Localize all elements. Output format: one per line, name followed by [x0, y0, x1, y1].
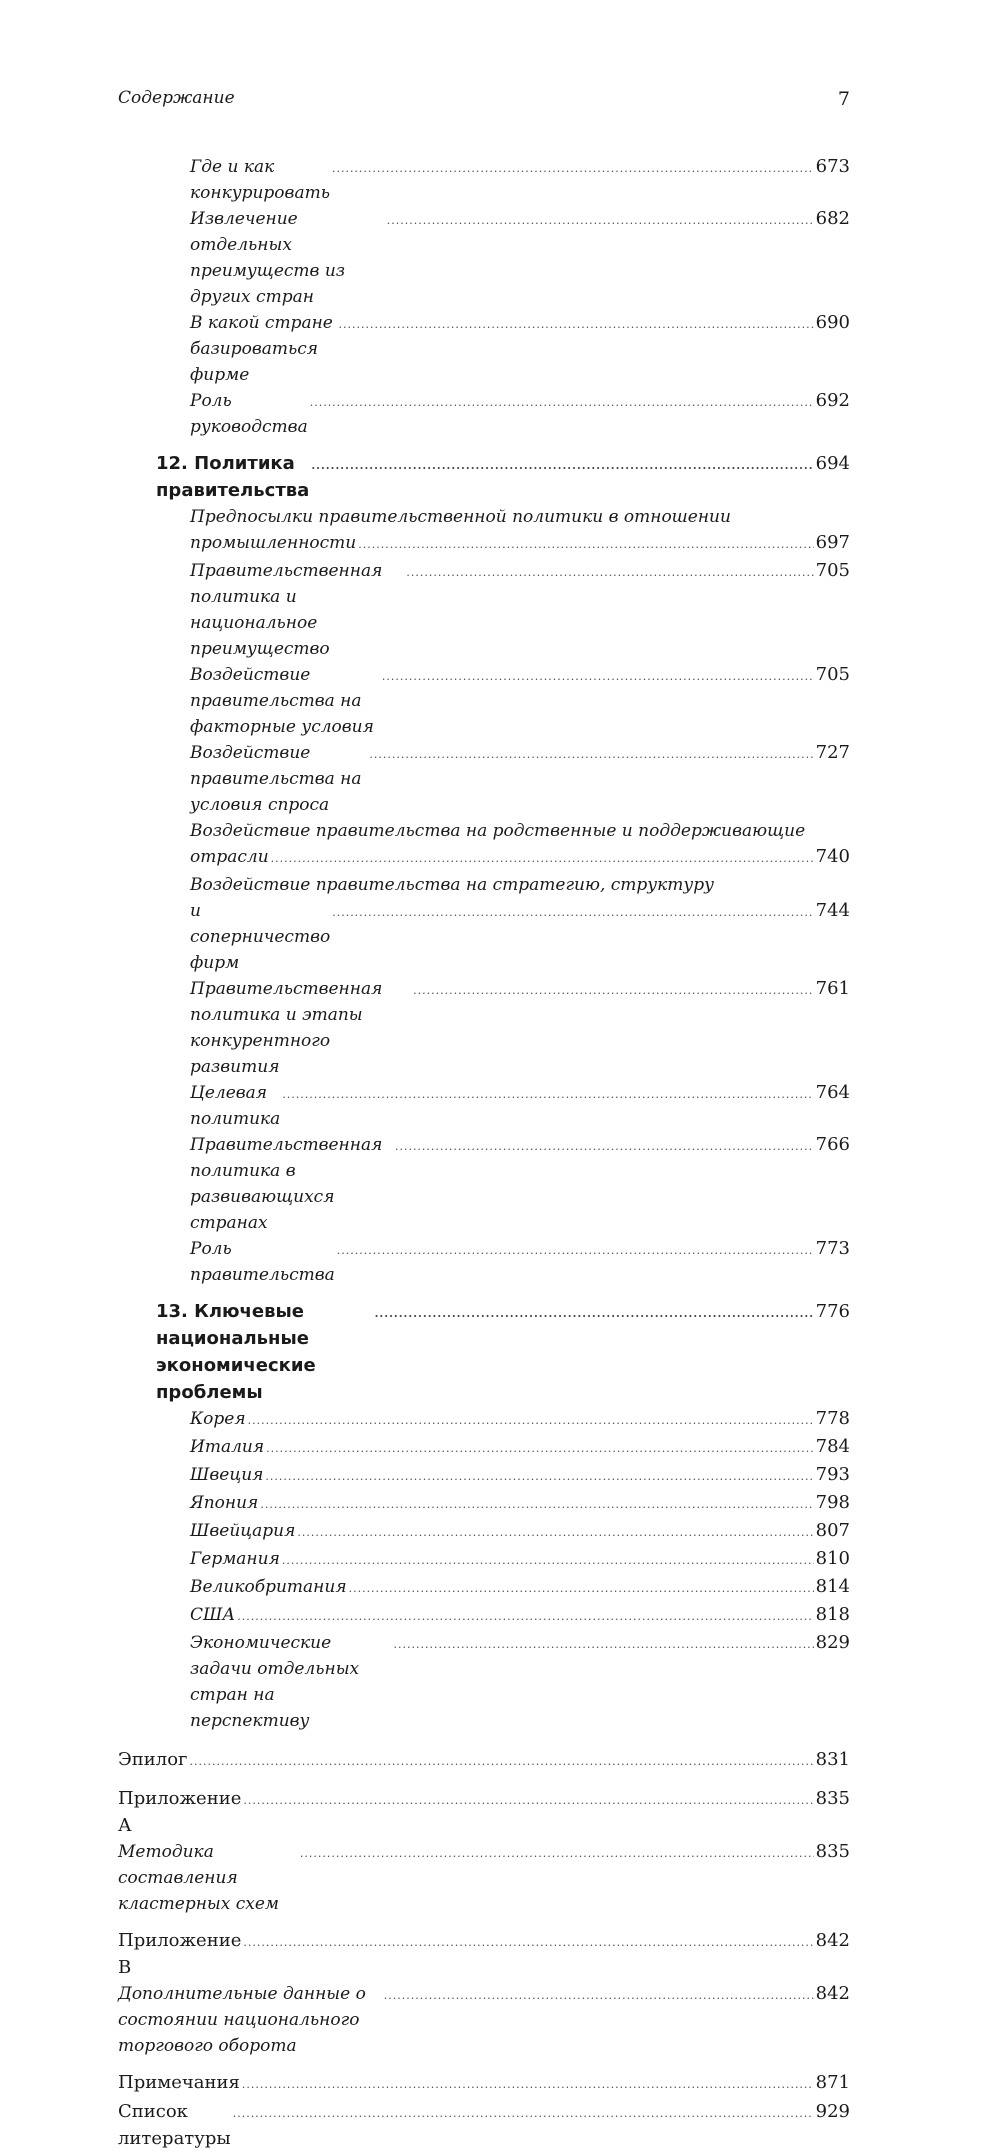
running-head [118, 88, 850, 112]
chapter-heading[interactable]: 13. Ключевые национальные экономические проблемы ..... 776 [118, 1298, 850, 1406]
dot-leader [384, 1983, 814, 2009]
dot-leader [349, 1576, 814, 1602]
toc-entry[interactable]: Экономические задачи отдельных стран на перспективу ..... 829 [118, 1630, 850, 1734]
toc-entry[interactable]: США ..... 818 [118, 1602, 850, 1630]
dot-leader [242, 2071, 814, 2098]
toc-entry[interactable]: Швейцария ..... 807 [118, 1518, 850, 1546]
dot-leader [337, 1238, 814, 1264]
dot-leader [413, 978, 814, 1004]
toc-entry[interactable]: Воздействие правительства на условия спроса ..... 727 [118, 740, 850, 818]
dot-leader [310, 390, 814, 416]
dot-leader [189, 1748, 813, 1775]
dot-leader [387, 208, 814, 234]
dot-leader [297, 1520, 813, 1546]
toc-entry[interactable]: Где и как конкурировать ..... 673 [118, 154, 850, 206]
toc-entry[interactable]: Роль правительства ..... 773 [118, 1236, 850, 1288]
dot-leader [358, 532, 813, 558]
running-head-section: Содержание [118, 88, 235, 108]
toc-appendix-a-sub[interactable]: Методика составления кластерных схем ..... 835 [118, 1839, 850, 1917]
toc-entry[interactable]: Целевая политика ..... 764 [118, 1080, 850, 1132]
toc-entry[interactable]: Правительственная политика и национальное преимущество ..... 705 [118, 558, 850, 662]
dot-leader [243, 1787, 813, 1814]
toc-entry[interactable]: Правительственная политика и этапы конкурентного развития ..... 761 [118, 976, 850, 1080]
dot-leader [406, 560, 813, 586]
dot-leader [375, 1300, 814, 1327]
toc-entry[interactable]: Правительственная политика в развивающихся странах ..... 766 [118, 1132, 850, 1236]
toc-entry[interactable]: Великобритания ..... 814 [118, 1574, 850, 1602]
dot-leader [300, 1841, 814, 1867]
toc-entry-wrapped[interactable]: Воздействие правительства на стратегию, структуру и соперничество фирм ..... 744 [118, 872, 850, 976]
dot-leader [282, 1082, 813, 1108]
dot-leader [395, 1134, 814, 1160]
dot-leader [271, 846, 814, 872]
toc-epilogue[interactable]: Эпилог ..... 831 [118, 1746, 850, 1775]
toc-entry[interactable]: Роль руководства ..... 692 [118, 388, 850, 440]
toc-appendix-b[interactable]: Приложение В ..... 842 [118, 1927, 850, 1981]
dot-leader [369, 742, 813, 768]
table-of-contents [118, 154, 850, 2152]
dot-leader [311, 452, 813, 479]
chapter-12 [118, 450, 850, 1288]
dot-leader [394, 1632, 814, 1658]
toc-entry-wrapped[interactable]: Предпосылки правительственной политики в отношении промышленности ..... 697 [118, 504, 850, 558]
toc-entry[interactable]: В какой стране базироваться фирме ..... 690 [118, 310, 850, 388]
chapter-heading[interactable]: 12. Политика правительства ..... 694 [118, 450, 850, 504]
toc-entry[interactable]: Воздействие правительства на факторные условия ..... 705 [118, 662, 850, 740]
toc-references[interactable]: Список литературы ..... 929 [118, 2098, 850, 2152]
toc-appendix-a[interactable]: Приложение А ..... 835 [118, 1785, 850, 1839]
dot-leader [248, 1408, 814, 1434]
toc-entry[interactable]: Германия ..... 810 [118, 1546, 850, 1574]
dot-leader [233, 2100, 814, 2127]
chapter-13 [118, 1298, 850, 1734]
toc-entry[interactable]: Корея ..... 778 [118, 1406, 850, 1434]
dot-leader [237, 1604, 813, 1630]
toc-entry-wrapped[interactable]: Воздействие правительства на родственные и поддерживающие отрасли ..... 740 [118, 818, 850, 872]
toc-entry[interactable]: Италия ..... 784 [118, 1434, 850, 1462]
dot-leader [338, 312, 813, 338]
dot-leader [332, 900, 813, 926]
dot-leader [266, 1436, 814, 1462]
dot-leader [332, 156, 814, 182]
toc-entry[interactable]: Швеция ..... 793 [118, 1462, 850, 1490]
dot-leader [282, 1548, 814, 1574]
dot-leader [382, 664, 814, 690]
page-number: 7 [837, 88, 850, 110]
toc-entry[interactable]: Извлечение отдельных преимуществ из других стран ..... 682 [118, 206, 850, 310]
toc-appendix-b-sub[interactable]: Дополнительные данные о состоянии национального торгового оборота ..... 842 [118, 1981, 850, 2059]
dot-leader [243, 1929, 813, 1956]
pre-entries [118, 154, 850, 440]
toc-entry[interactable]: Япония ..... 798 [118, 1490, 850, 1518]
dot-leader [265, 1464, 813, 1490]
toc-notes[interactable]: Примечания ..... 871 [118, 2069, 850, 2098]
dot-leader [260, 1492, 813, 1518]
